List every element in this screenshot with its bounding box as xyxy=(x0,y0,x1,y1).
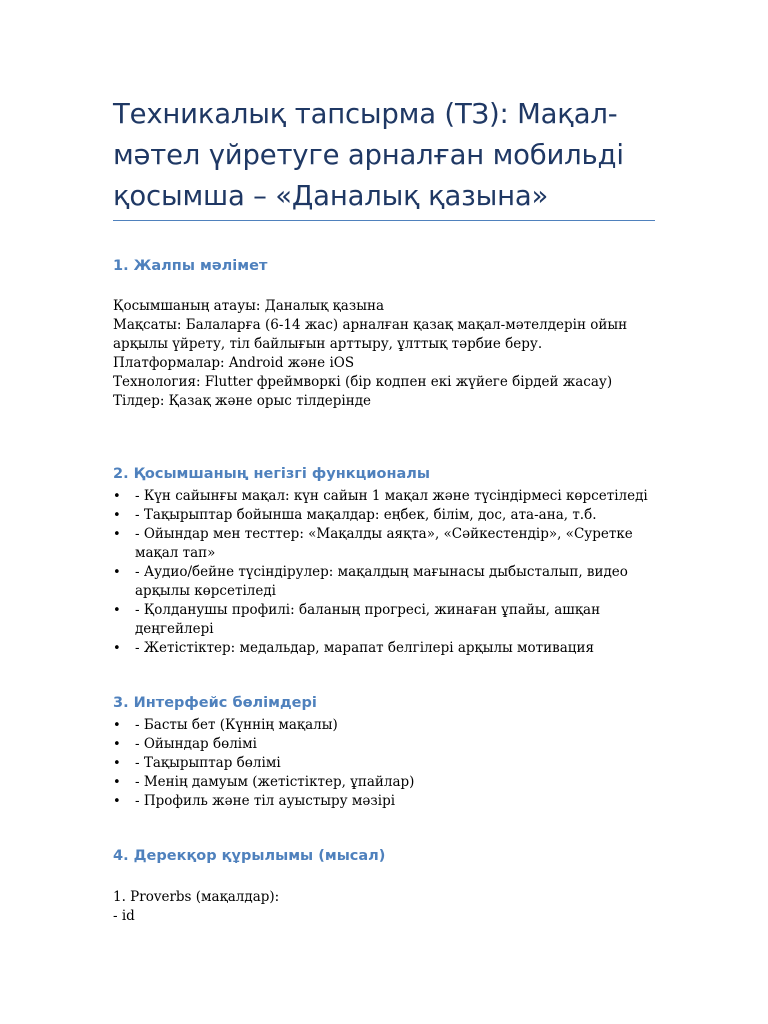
functionality-list xyxy=(113,487,653,658)
title-divider xyxy=(113,220,655,221)
section-heading-interface: 3. Интерфейс бөлімдері xyxy=(113,695,317,711)
list-item-text: - Менің дамуым (жетістіктер, ұпайлар) xyxy=(135,774,415,790)
bullet-icon: • xyxy=(113,775,121,790)
bullet-icon: • xyxy=(113,508,121,523)
bullet-icon: • xyxy=(113,756,121,771)
section-heading-general-info: 1. Жалпы мәлімет xyxy=(113,258,268,274)
bullet-icon: • xyxy=(113,489,121,504)
list-item xyxy=(113,773,653,792)
section-heading-database: 4. Дерекқор құрылымы (мысал) xyxy=(113,848,386,864)
bullet-icon: • xyxy=(113,641,121,656)
list-item xyxy=(113,716,653,735)
bullet-icon: • xyxy=(113,737,121,752)
database-line-id: - id xyxy=(113,908,135,924)
general-info-block xyxy=(113,297,673,411)
list-item-text: - Қолданушы профилі: баланың прогресі, жинаған ұпайы, ашқан деңгейлері xyxy=(135,602,601,637)
bullet-icon: • xyxy=(113,565,121,580)
info-line-app-name: Қосымшаның атауы: Даналық қазына xyxy=(113,298,385,314)
list-item-text: - Тақырыптар бөлімі xyxy=(135,755,281,771)
list-item-text: - Ойындар мен тесттер: «Мақалды аяқта», «Сәйкестендір», «Суретке мақал тап» xyxy=(135,526,633,561)
info-line-platforms: Платформалар: Android және iOS xyxy=(113,355,355,371)
interface-list xyxy=(113,716,653,811)
list-item xyxy=(113,487,653,506)
bullet-icon: • xyxy=(113,794,121,809)
bullet-icon: • xyxy=(113,527,121,542)
list-item-text: - Аудио/бейне түсіндірулер: мақалдың мағынасы дыбысталып, видео арқылы көрсетіледі xyxy=(135,564,628,599)
list-item xyxy=(113,735,653,754)
database-line-proverbs: 1. Proverbs (мақалдар): xyxy=(113,889,280,905)
database-structure-block xyxy=(113,888,673,926)
list-item-text: - Күн сайынғы мақал: күн сайын 1 мақал және түсіндірмесі көрсетіледі xyxy=(135,488,648,504)
list-item-text: - Профиль және тіл ауыстыру мәзірі xyxy=(135,793,396,809)
list-item xyxy=(113,506,653,525)
info-line-languages: Тілдер: Қазақ және орыс тілдерінде xyxy=(113,393,372,409)
list-item xyxy=(113,792,653,811)
list-item xyxy=(113,639,653,658)
info-line-purpose: Мақсаты: Балаларға (6-14 жас) арналған қазақ мақал-мәтелдерін ойын арқылы үйрету, тіл байлығын арттыру, ұлттық тәрбие беру. xyxy=(113,317,628,352)
section-heading-functionality: 2. Қосымшаның негізгі функционалы xyxy=(113,466,430,482)
list-item-text: - Басты бет (Күннің мақалы) xyxy=(135,717,338,733)
list-item xyxy=(113,563,653,601)
list-item-text: - Жетістіктер: медальдар, марапат белгілері арқылы мотивация xyxy=(135,640,594,656)
list-item-text: - Ойындар бөлімі xyxy=(135,736,257,752)
list-item xyxy=(113,754,653,773)
list-item xyxy=(113,601,653,639)
document-title: Техникалық тапсырма (ТЗ): Мақал-мәтел үйретуге арналған мобильді қосымша – «Даналық қазына» xyxy=(113,98,624,212)
list-item xyxy=(113,525,653,563)
bullet-icon: • xyxy=(113,718,121,733)
bullet-icon: • xyxy=(113,603,121,618)
list-item-text: - Тақырыптар бойынша мақалдар: еңбек, білім, дос, ата-ана, т.б. xyxy=(135,507,597,523)
info-line-technology: Технология: Flutter фреймворкі (бір кодпен екі жүйеге бірдей жасау) xyxy=(113,374,613,390)
